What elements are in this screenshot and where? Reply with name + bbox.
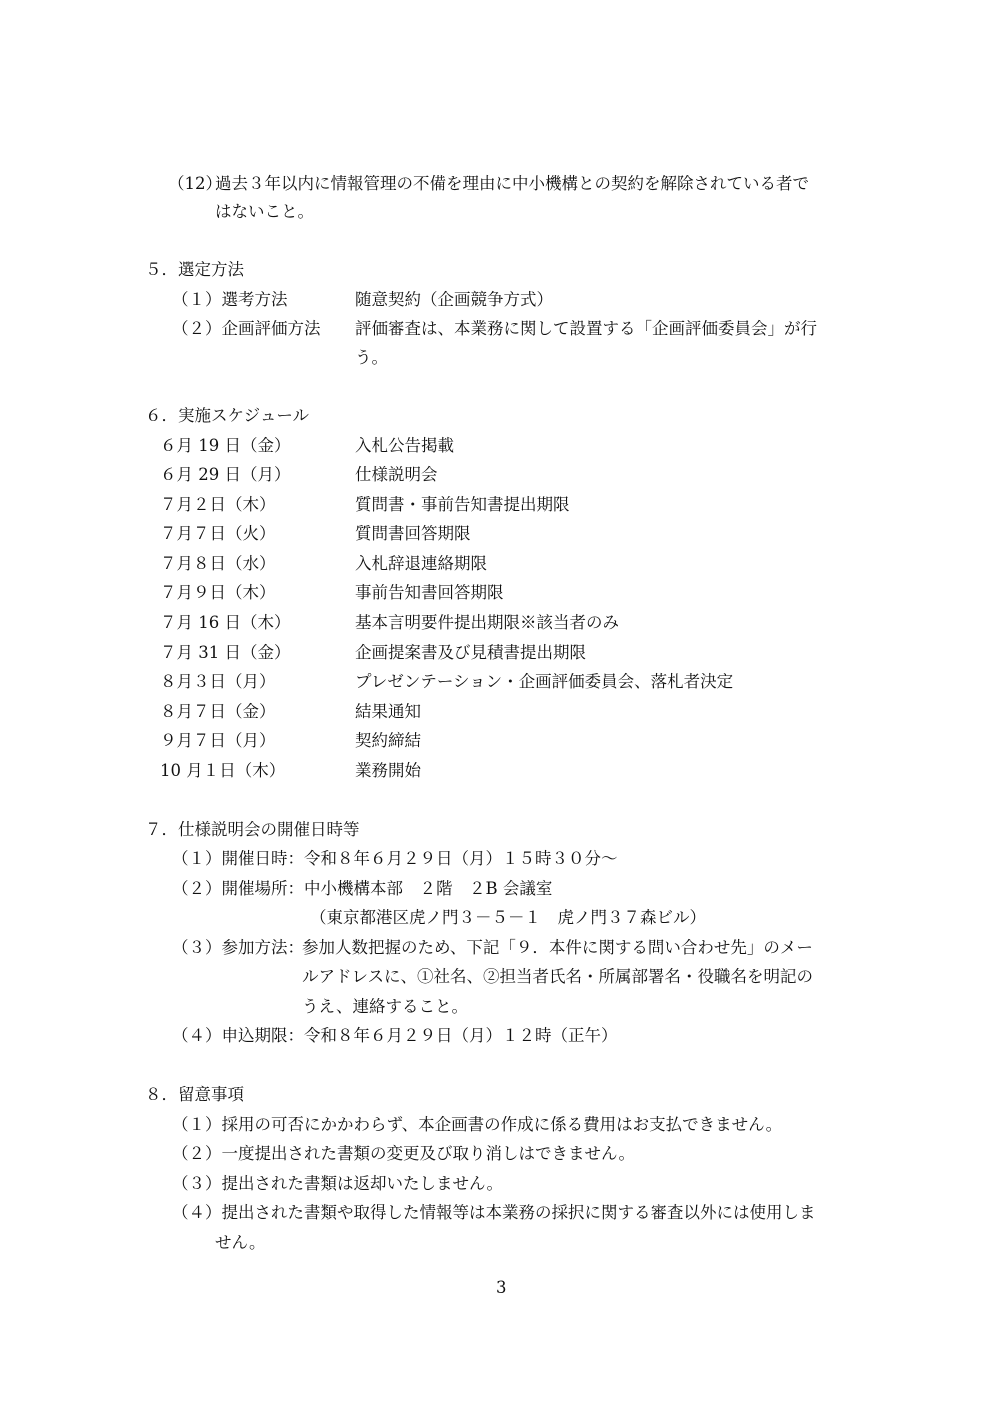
schedule-event: 入札辞退連絡期限 [355,554,487,573]
schedule-event: 質問書・事前告知書提出期限 [355,495,570,514]
schedule-event: 基本言明要件提出期限※該当者のみ [355,613,619,632]
section-5-heading: ５．選定方法 [145,260,244,279]
schedule-event: 業務開始 [355,761,421,780]
schedule-date: ６月 19 日（金） [160,436,291,455]
notice-item-1: （１）採用の可否にかかわらず、本企画書の作成に係る費用はお支払できません。 [172,1115,783,1134]
page-number: 3 [496,1278,507,1297]
schedule-event: 仕様説明会 [355,465,438,484]
briefing-datetime: （１）開催日時：令和８年６月２９日（月）１５時３０分～ [172,849,618,868]
participation-method-line3: うえ、連絡すること。 [302,997,468,1016]
briefing-address: （東京都港区虎ノ門３－５－１ 虎ノ門３７森ビル） [310,908,706,927]
participation-method-line1: 参加人数把握のため、下記「９．本件に関する問い合わせ先」のメー [302,938,813,957]
evaluation-method-value-cont: う。 [355,348,388,367]
schedule-date: ６月 29 日（月） [160,465,291,484]
schedule-event: 事前告知書回答期限 [355,583,504,602]
schedule-date: ９月７日（月） [160,731,276,750]
schedule-date: ８月３日（月） [160,672,276,691]
selection-method-value: 随意契約（企画競争方式） [355,290,553,309]
schedule-event: 質問書回答期限 [355,524,471,543]
section-6-heading: ６．実施スケジュール [145,406,310,425]
notice-item-3: （３）提出された書類は返却いたしません。 [172,1174,503,1193]
section-8-heading: ８．留意事項 [145,1085,244,1104]
schedule-event: 企画提案書及び見積書提出期限 [355,643,586,662]
schedule-date: 10 月１日（木） [160,761,286,780]
item-12-text-line2: はないこと。 [215,202,314,221]
participation-method-label: （３）参加方法： [172,938,304,957]
evaluation-method-value: 評価審査は、本業務に関して設置する「企画評価委員会」が行 [355,319,817,338]
notice-item-4-line1: （４）提出された書類や取得した情報等は本業務の採択に関する審査以外には使用しま [172,1203,816,1222]
briefing-place: （２）開催場所：中小機構本部 ２階 ２B 会議室 [172,879,553,898]
schedule-event: プレゼンテーション・企画評価委員会、落札者決定 [355,672,734,691]
schedule-date: ７月 31 日（金） [160,643,291,662]
schedule-event: 契約締結 [355,731,421,750]
schedule-date: ７月９日（木） [160,583,276,602]
schedule-event: 入札公告掲載 [355,436,454,455]
evaluation-method-label: （２）企画評価方法 [172,319,321,338]
schedule-date: ７月８日（水） [160,554,276,573]
schedule-date: ７月２日（木） [160,495,276,514]
participation-method-line2: ルアドレスに、①社名、②担当者氏名・所属部署名・役職名を明記の [302,967,814,986]
selection-method-label: （１）選考方法 [172,290,288,309]
notice-item-4-line2: せん。 [215,1233,266,1252]
item-12-label: （12） [168,174,222,193]
application-deadline: （４）申込期限：令和８年６月２９日（月）１２時（正午） [172,1026,618,1045]
section-7-heading: ７．仕様説明会の開催日時等 [145,820,360,839]
schedule-date: ７月 16 日（木） [160,613,291,632]
schedule-date: ７月７日（火） [160,524,276,543]
item-12-text-line1: 過去３年以内に情報管理の不備を理由に中小機構との契約を解除されている者で [215,174,809,193]
notice-item-2: （２）一度提出された書類の変更及び取り消しはできません。 [172,1144,635,1163]
schedule-date: ８月７日（金） [160,702,276,721]
schedule-event: 結果通知 [355,702,421,721]
